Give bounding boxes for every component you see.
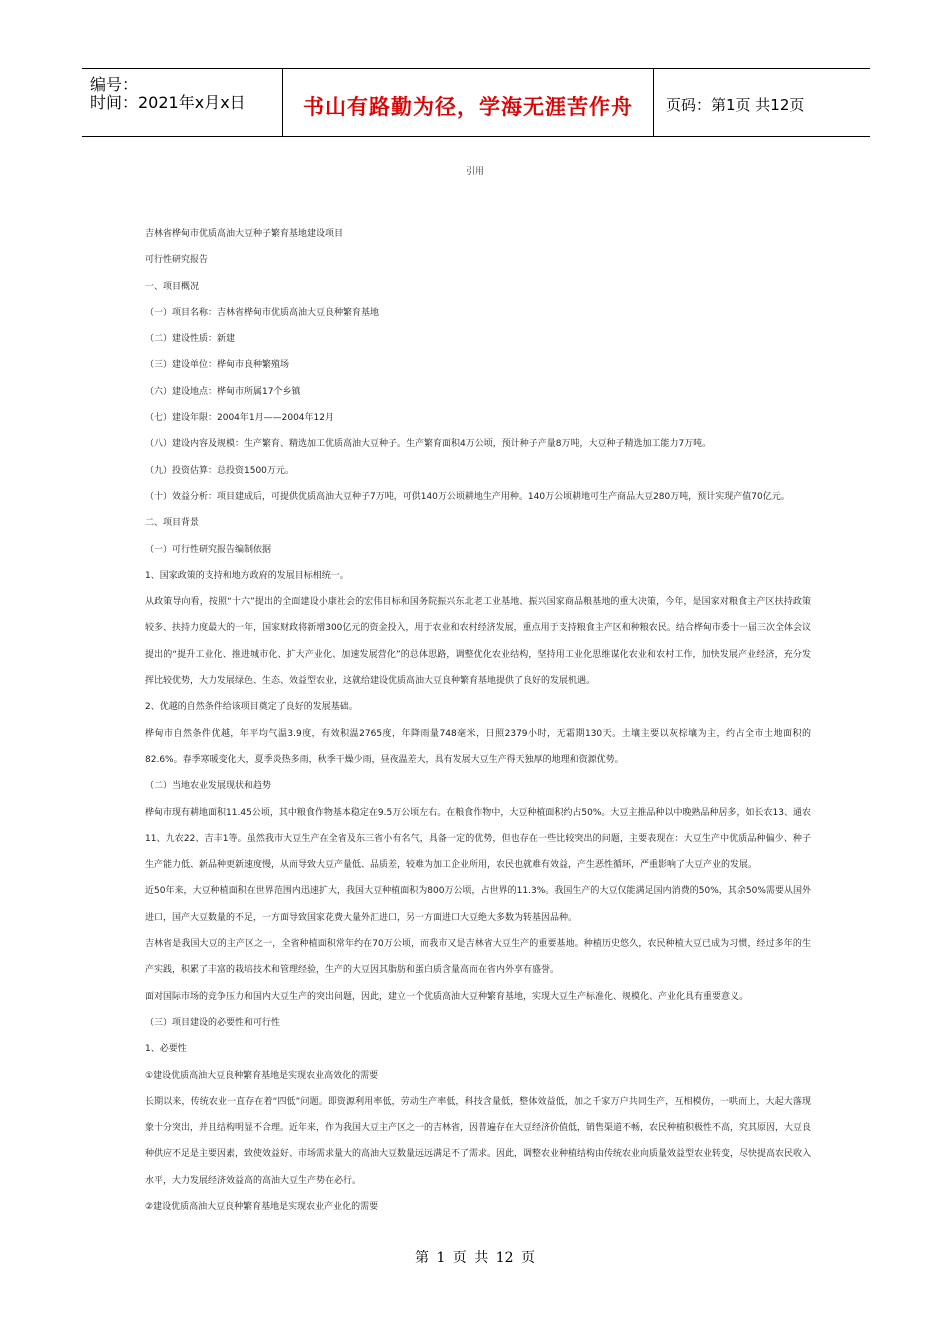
document-paragraph: （三）项目建设的必要性和可行性: [145, 1017, 281, 1028]
document-paragraph: ①建设优质高油大豆良种繁育基地是实现农业高效化的需要: [145, 1070, 379, 1081]
document-paragraph: 1、国家政策的支持和地方政府的发展目标相统一。: [145, 570, 349, 581]
document-paragraph: 桦甸市现有耕地面积11.45公顷，其中粮食作物基本稳定在9.5万公顷左右。在粮食作物中，大豆种植面积约占50%。大豆主推品种以中晚熟品种居多，如长农13、通农11、九农22、吉丰1等。虽然我市大豆生产在全省及东三省小有名气，具备一定的优势，但也存在一些比较突出的问题，主要表现在：大豆生产中优质品种偏少、种子生产能力低、新品种更新速度慢，从而导致大豆产量低、品质差，较难为加工企业所用，农民也就难有效益，产生恶性循环，严重影响了大豆产业的发展。: [145, 807, 811, 871]
document-paragraph: 桦甸市自然条件优越，年平均气温3.9度，有效积温2765度，年降雨量748毫米，日照2379小时，无霜期130天。土壤主要以灰棕壤为主，约占全市土地面积的82.6%。春季寒暖变化大，夏季炎热多雨，秋季干燥少雨，昼夜温差大，具有发展大豆生产得天独厚的地理和资源优势。: [145, 728, 811, 765]
document-paragraph: 吉林省是我国大豆的主产区之一，全省种植面积常年约在70万公顷，而我市又是吉林省大豆生产的重要基地。种植历史悠久，农民种植大豆已成为习惯，经过多年的生产实践，积累了丰富的栽培技术和管理经验，生产的大豆因其脂肪和蛋白质含量高而在省内外享有盛誉。: [145, 939, 811, 976]
header-number-label: 编号：: [90, 75, 139, 94]
header-divider-left: [282, 68, 283, 136]
header-divider-right: [653, 68, 654, 136]
citation-label: 引用: [465, 167, 484, 177]
document-paragraph: （十）效益分析：项目建成后，可提供优质高油大豆种子7万吨，可供140万公顷耕地生产用种。140万公顷耕地可生产商品大豆280万吨，预计实现产值70亿元。: [145, 491, 790, 502]
document-paragraph: 近50年来，大豆种植面积在世界范围内迅速扩大，我国大豆种植面积为800万公顷，占世界的11.3%。我国生产的大豆仅能满足国内消费的50%，其余50%需要从国外进口，国产大豆数量的不足，一方面导致国家花费大量外汇进口，另一方面进口大豆绝大多数为转基因品种。: [145, 886, 811, 923]
header-bottom-rule: [82, 136, 870, 137]
page-footer: 第 1 页 共 12 页: [415, 1250, 535, 1266]
header-top-rule: [82, 68, 870, 69]
document-paragraph: （七）建设年限：2004年1月——2004年12月: [145, 413, 334, 424]
document-paragraph: （三）建设单位：桦甸市良种繁殖场: [145, 360, 290, 371]
document-paragraph: （九）投资估算：总投资1500万元。: [145, 465, 294, 476]
document-paragraph: （二）当地农业发展现状和趋势: [145, 781, 272, 792]
document-paragraph: 吉林省桦甸市优质高油大豆种子繁育基地建设项目: [145, 229, 344, 239]
document-paragraph: （二）建设性质：新建: [145, 334, 236, 345]
header-motto: 书山有路勤为径，学海无涯苦作舟: [303, 95, 633, 119]
document-paragraph: 1、必要性: [145, 1044, 187, 1055]
document-body: [145, 221, 811, 1220]
document-paragraph: （一）可行性研究报告编制依据: [145, 544, 272, 555]
document-paragraph: 二、项目背景: [145, 518, 200, 529]
document-paragraph: （一）项目名称：吉林省桦甸市优质高油大豆良种繁育基地: [145, 307, 380, 318]
document-paragraph: 2、优越的自然条件给该项目奠定了良好的发展基础。: [145, 702, 358, 713]
document-paragraph: 一、项目概况: [145, 281, 200, 292]
document-paragraph: 面对国际市场的竞争压力和国内大豆生产的突出问题，因此，建立一个优质高油大豆种繁育基地，实现大豆生产标准化、规模化、产业化具有重要意义。: [145, 991, 749, 1002]
document-paragraph: 可行性研究报告: [145, 255, 209, 266]
document-paragraph: 长期以来，传统农业一直存在着“四低”问题。即资源利用率低，劳动生产率低，科技含量低，整体效益低，加之千家万户共同生产，互相模仿，一哄而上，大起大落现象十分突出，并且结构明显不合理。近年来，作为我国大豆主产区之一的吉林省，因普遍存在大豆经济价值低，销售渠道不畅，农民种植积极性不高，究其原因，大豆良种供应不足是主要因素，致使效益好、市场需求量大的高油大豆数量远远满足不了需求。因此，调整农业种植结构由传统农业向质量效益型农业转变，尽快提高农民收入水平，大力发展经济效益高的高油大豆生产势在必行。: [145, 1096, 812, 1186]
header-time-label: 时间：2021年x月x日: [90, 93, 246, 112]
document-paragraph: （八）建设内容及规模：生产繁育、精选加工优质高油大豆种子。生产繁育面积4万公顷，预计种子产量8万吨，大豆种子精选加工能力7万吨。: [145, 439, 712, 450]
document-paragraph: （六）建设地点：桦甸市所属17个乡镇: [145, 386, 301, 397]
document-paragraph: ②建设优质高油大豆良种繁育基地是实现农业产业化的需要: [145, 1201, 379, 1212]
document-paragraph: 从政策导向看，按照“十六”提出的全面建设小康社会的宏伟目标和国务院振兴东北老工业基地、振兴国家商品粮基地的重大决策，今年，是国家对粮食主产区扶持政策较多、扶持力度最大的一年，国家财政将新增300亿元的资金投入，用于农业和农村经济发展，重点用于支持粮食主产区和种粮农民。结合桦甸市委十一届三次全体会议提出的“提升工业化、推进城市化、扩大产业化、加速发展营化”的总体思路，调整优化农业结构，坚持用工业化思维谋化农业和农村工作，加快发展产业经济，充分发挥比较优势，大力发展绿色、生态、效益型农业，这就给建设优质高油大豆良种繁育基地提供了良好的发展机遇。: [145, 597, 811, 687]
header-page-info: 页码：第1页 共12页: [666, 96, 805, 114]
